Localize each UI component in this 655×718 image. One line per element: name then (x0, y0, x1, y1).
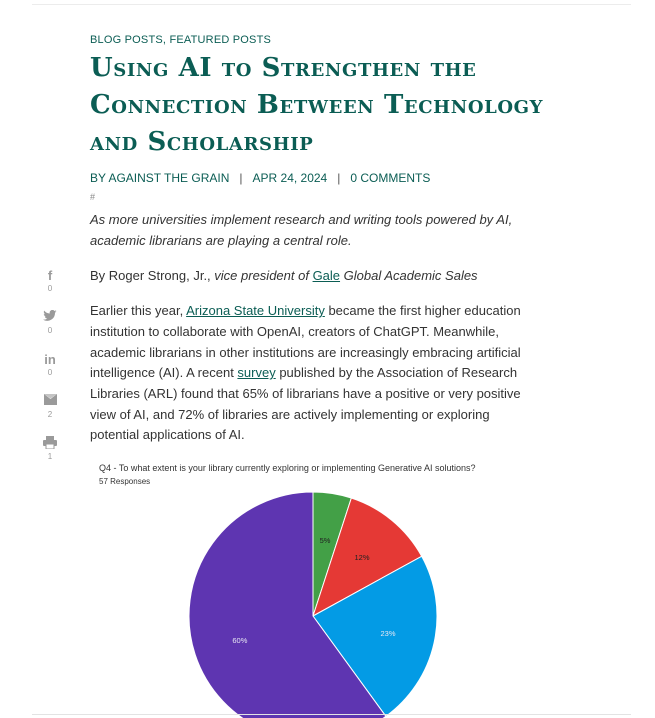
pie-chart (95, 458, 535, 718)
print-icon (40, 436, 60, 452)
share-twitter[interactable] (40, 310, 60, 352)
pie-svg (95, 458, 535, 718)
category-featured-posts[interactable]: FEATURED POSTS (169, 34, 272, 46)
article-content (90, 210, 540, 446)
meta-separator: | (239, 171, 243, 185)
share-facebook[interactable] (40, 268, 60, 310)
post-date: APR 24, 2024 (252, 171, 328, 185)
author-link[interactable]: BY AGAINST THE GRAIN (90, 171, 230, 185)
share-sidebar (40, 268, 60, 478)
comments-link[interactable]: 0 COMMENTS (350, 171, 431, 185)
gale-link[interactable]: Gale (312, 268, 341, 284)
bottom-divider (32, 714, 631, 715)
category-list: BLOG POSTS, FEATURED POSTS (90, 34, 272, 46)
share-count: 1 (47, 452, 53, 461)
pie-label-23pct: 23% (380, 628, 396, 638)
chart-subtitle: 57 Responses (99, 477, 151, 486)
pie-label-12pct: 12% (354, 552, 370, 562)
share-email[interactable] (40, 394, 60, 436)
meta-separator: | (337, 171, 341, 185)
share-print[interactable] (40, 436, 60, 478)
survey-link[interactable]: survey (237, 365, 276, 381)
chart-title: Q4 - To what extent is your library currently exploring or implementing Generative AI solutions? (99, 463, 476, 473)
email-icon (40, 394, 60, 410)
anchor-hash: # (90, 192, 96, 202)
pie-label-5pct: 5% (319, 536, 331, 546)
article-title: Using AI to Strengthen the Connection Between Technology and Scholarship (90, 53, 544, 157)
share-count: 2 (47, 410, 53, 419)
category-blog-posts[interactable]: BLOG POSTS (90, 34, 163, 46)
pie-label-60pct: 60% (232, 635, 248, 645)
facebook-icon: f (47, 268, 53, 283)
post-meta (90, 171, 430, 185)
byline: By Roger Strong, Jr., vice president of Gale Global Academic Sales (90, 268, 478, 284)
share-count: 0 (47, 326, 53, 335)
asu-link[interactable]: Arizona State University (186, 303, 325, 319)
twitter-icon (40, 310, 60, 326)
body-paragraph: Earlier this year, Arizona State University became the first higher education institution to collaborate with OpenAI, creators of ChatGPT. Meanwhile, academic librarians in other institutions are increasingly embracing artificial intelligence (AI). A recent survey published by the Association of Research Libraries (ARL) found that 65% of librarians have a positive or very positive view of AI, and 72% of libraries are actively implementing or exploring potential applications of AI. (90, 303, 521, 443)
share-linkedin[interactable] (40, 352, 60, 394)
linkedin-icon: in (44, 352, 56, 367)
article-intro: As more universities implement research and writing tools powered by AI, academic librarians are playing a central role. (90, 212, 513, 248)
top-divider (32, 4, 631, 5)
share-count: 0 (47, 368, 53, 377)
share-count: 0 (47, 284, 53, 293)
